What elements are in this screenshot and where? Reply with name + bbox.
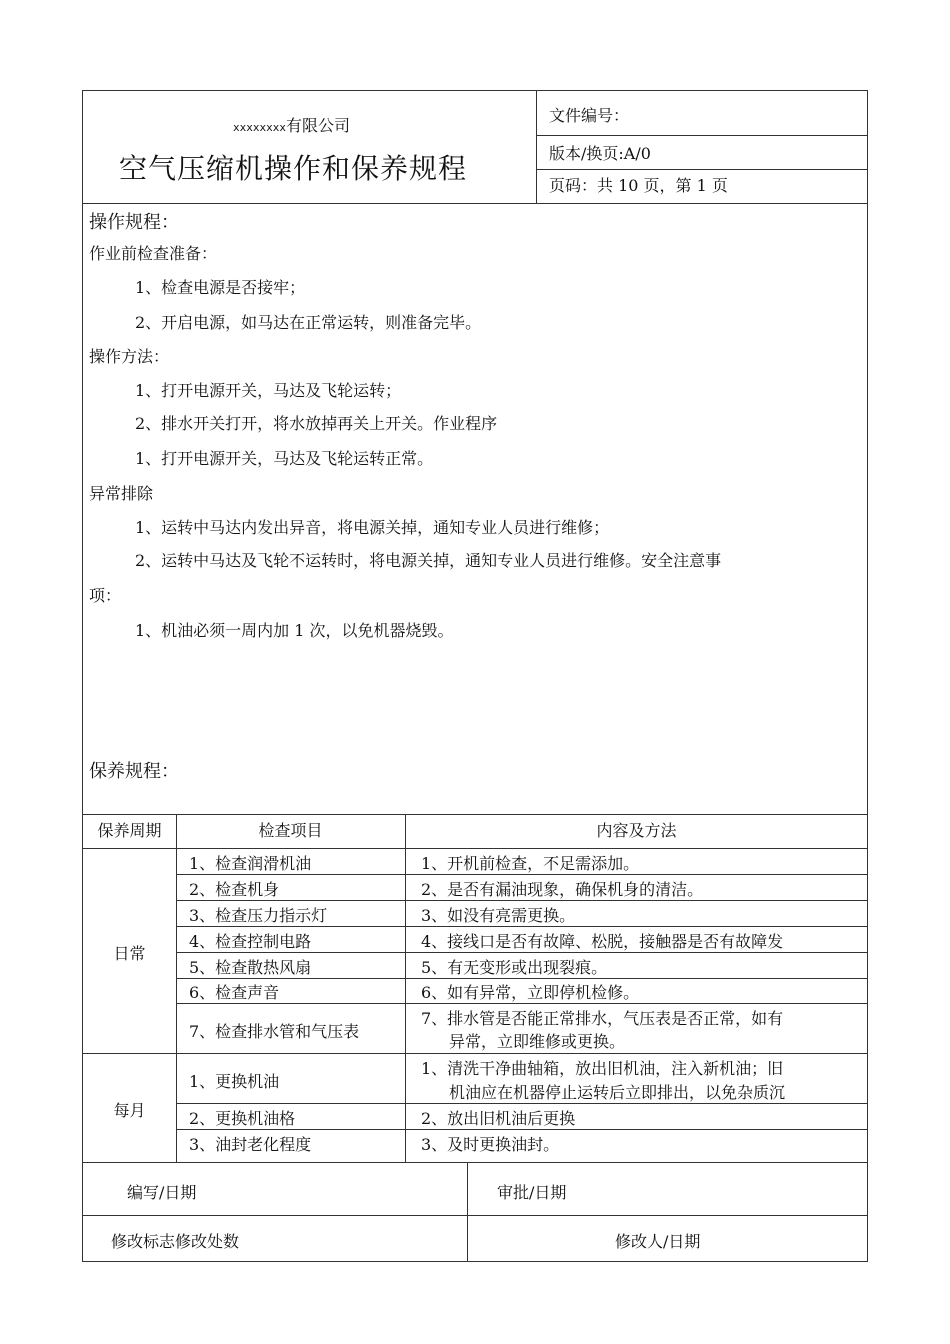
table-col-divider: [176, 814, 177, 1162]
column-header-period: 保养周期: [97, 821, 162, 840]
reviser-date-label: 修改人/日期: [615, 1232, 701, 1251]
table-bottom-border: [83, 1162, 868, 1163]
table-cell-content: 3、如没有亮需更换。: [421, 906, 576, 925]
footer-row-divider: [83, 1215, 868, 1216]
footer-divider: [467, 1162, 468, 1262]
table-cell-content: 1、清洗干净曲轴箱，放出旧机油，注入新机油；旧: [421, 1059, 784, 1078]
column-header-item: 检查项目: [258, 821, 323, 840]
header-bottom-border: [83, 203, 868, 204]
table-col-divider: [405, 814, 406, 1162]
table-cell-item: 7、检查排水管和气压表: [189, 1022, 360, 1041]
list-item: 1、打开电源开关，马达及飞轮运转正常。: [135, 449, 434, 468]
approver-date-label: 审批/日期: [497, 1183, 567, 1202]
table-cell-item: 1、更换机油: [189, 1072, 280, 1091]
company-name: [233, 113, 350, 136]
list-item: 1、机油必须一周内加 1 次，以免机器烧毁。: [135, 621, 454, 640]
operation-heading: 操作规程：: [89, 212, 179, 233]
page-info: 页码：共 10 页，第 1 页: [549, 176, 728, 195]
table-cell-content: 1、开机前检查，不足需添加。: [421, 854, 640, 873]
column-header-content: 内容及方法: [596, 821, 677, 840]
author-date-label: 编写/日期: [127, 1183, 197, 1202]
table-row-divider: [176, 1003, 868, 1004]
table-row-divider: [176, 1103, 868, 1104]
table-row-divider: [176, 926, 868, 927]
document-page: [82, 90, 868, 1262]
list-item: 1、打开电源开关，马达及飞轮运转；: [135, 381, 402, 400]
header-divider: [536, 91, 537, 203]
list-item: 2、开启电源，如马达在正常运转，则准备完毕。: [135, 313, 482, 332]
abnormal-title: 异常排除: [89, 484, 154, 503]
table-group-divider: [83, 1053, 868, 1054]
table-top-border: [83, 814, 868, 815]
company-name-suffix: 有限公司: [285, 116, 350, 135]
list-item: 2、运转中马达及飞轮不运转时，将电源关掉，通知专业人员进行维修。安全注意事: [135, 551, 722, 570]
table-row-divider: [176, 874, 868, 875]
pre-check-title: 作业前检查准备：: [89, 244, 218, 263]
company-name-prefix: xxxxxxxx: [233, 121, 286, 134]
table-cell-item: 4、检查控制电路: [189, 932, 312, 951]
maintenance-heading: 保养规程：: [89, 761, 179, 782]
table-row-divider: [176, 900, 868, 901]
table-cell-content: 4、接线口是否有故障、松脱，接触器是否有故障发: [421, 932, 784, 951]
list-item: 项：: [89, 586, 122, 605]
table-cell-item: 5、检查散热风扇: [189, 958, 312, 977]
table-cell-item: 2、检查机身: [189, 880, 280, 899]
table-cell-item: 6、检查声音: [189, 983, 280, 1002]
table-cell-content: 机油应在机器停止运转后立即排出，以免杂质沉: [449, 1083, 786, 1102]
table-cell-content: 2、是否有漏油现象，确保机身的清洁。: [421, 880, 704, 899]
version-label: 版本/换页:A/0: [549, 144, 651, 163]
table-cell-content: 5、有无变形或出现裂痕。: [421, 958, 608, 977]
revision-mark-label: 修改标志修改处数: [111, 1232, 240, 1251]
table-row-divider: [176, 978, 868, 979]
period-cell: 每月: [113, 1101, 146, 1120]
header-meta-divider: [536, 135, 868, 136]
table-cell-item: 3、油封老化程度: [189, 1135, 312, 1154]
method-title: 操作方法：: [89, 347, 170, 366]
period-cell: 日常: [113, 944, 146, 963]
list-item: 1、运转中马达内发出异音，将电源关掉，通知专业人员进行维修；: [135, 518, 610, 537]
table-cell-item: 3、检查压力指示灯: [189, 906, 328, 925]
header-meta-divider: [536, 169, 868, 170]
table-cell-content: 7、排水管是否能正常排水，气压表是否正常，如有: [421, 1009, 784, 1028]
table-cell-content: 6、如有异常，立即停机检修。: [421, 983, 640, 1002]
list-item: 1、检查电源是否接牢；: [135, 278, 306, 297]
list-item: 2、排水开关打开，将水放掉再关上开关。作业程序: [135, 414, 498, 433]
table-cell-content: 2、放出旧机油后更换: [421, 1109, 576, 1128]
table-cell-item: 1、检查润滑机油: [189, 854, 312, 873]
file-number-label: 文件编号：: [549, 106, 630, 125]
document-title: 空气压缩机操作和保养规程: [119, 152, 468, 185]
table-header-border: [83, 848, 868, 849]
table-cell-content: 异常，立即维修或更换。: [449, 1032, 626, 1051]
table-row-divider: [176, 1129, 868, 1130]
table-cell-content: 3、及时更换油封。: [421, 1135, 560, 1154]
table-cell-item: 2、更换机油格: [189, 1109, 296, 1128]
table-row-divider: [176, 952, 868, 953]
